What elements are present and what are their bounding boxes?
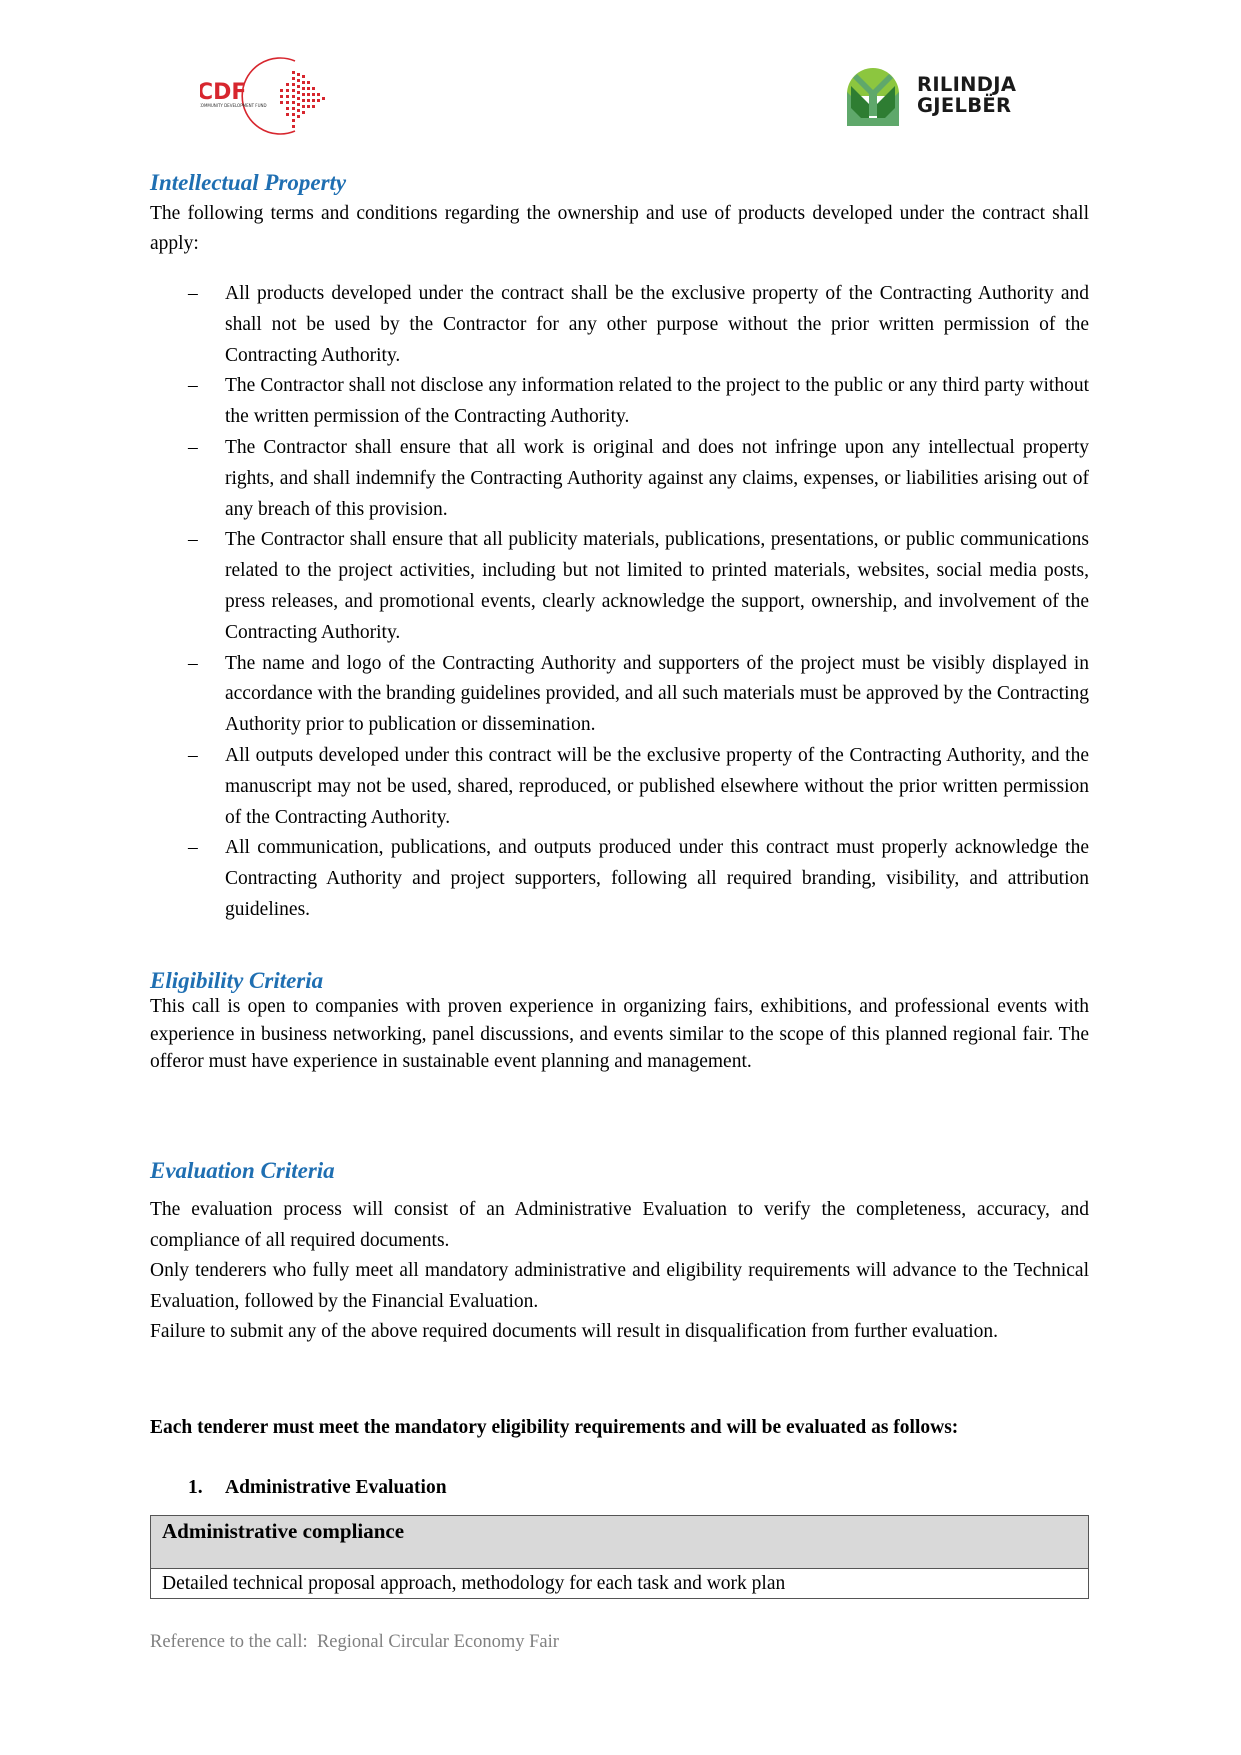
intellectual-property-intro: The following terms and conditions regarding the ownership and use of products developed under the contract shall apply:	[150, 203, 1089, 254]
table-header-cell: Administrative compliance	[151, 1516, 1089, 1569]
table-cell: Detailed technical proposal approach, methodology for each task and work plan	[151, 1569, 1089, 1599]
intellectual-property-list	[150, 279, 1089, 926]
list-item: – The Contractor shall not disclose any information related to the project to the public or any third party without the written permission of the Contracting Authority.	[150, 371, 1089, 433]
list-item: – All outputs developed under this contract will be the exclusive property of the Contracting Authority, and the manuscript may not be used, shared, reproduced, or published elsewhere without the prior written permission of the Contracting Authority.	[150, 741, 1089, 833]
dash-bullet: –	[188, 375, 198, 397]
dash-bullet: –	[188, 283, 198, 304]
section-title-evaluation-criteria: Evaluation Criteria	[150, 1158, 335, 1183]
rilindja-gjelber-logo	[843, 62, 1028, 128]
footer-value: Regional Circular Economy Fair	[316, 1632, 559, 1652]
dash-bullet: –	[188, 837, 198, 859]
svg-text:CDF: CDF	[200, 80, 247, 105]
rilindja-gjelber-wordmark	[917, 74, 1016, 116]
evaluation-requirements-statement: Each tenderer must meet the mandatory eligibility requirements and will be evaluated as follows:	[150, 1417, 959, 1438]
page-footer	[150, 1632, 559, 1653]
list-item: – The Contractor shall ensure that all publicity materials, publications, presentations, or public communications related to the project activities, including but not limited to printed materials, websites, social media posts, press releases, and promotional events, clearly acknowledge the support, ownership, and involvement of the Contracting Authority.	[150, 525, 1089, 648]
numbered-item-administrative-evaluation	[150, 1474, 1089, 1502]
list-item: – The Contractor shall ensure that all work is original and does not infringe upon any intellectual property rights, and shall indemnify the Contracting Authority against any claims, expenses, or liabilities arising out of any breach of this provision.	[150, 433, 1089, 525]
logo-line-1: RILINDJA	[917, 73, 1017, 96]
list-item: – The name and logo of the Contracting Authority and supporters of the project must be visibly displayed in accordance with the branding guidelines provided, and all such materials must be approved by the Contracting Authority prior to publication or dissemination.	[150, 649, 1089, 741]
dash-bullet: –	[188, 436, 198, 458]
footer-label: Reference to the call:	[150, 1632, 308, 1652]
evaluation-paragraphs	[150, 1195, 1089, 1348]
svg-text:COMMUNITY DEVELOPMENT FUND: COMMUNITY DEVELOPMENT FUND	[200, 103, 267, 108]
dash-bullet: –	[188, 529, 198, 551]
list-item: – All products developed under the contract shall be the exclusive property of the Contracting Authority and shall not be used by the Contractor for any other purpose without the prior written permission of the Contracting Authority.	[150, 279, 1089, 371]
item-number: 1.	[188, 1477, 203, 1498]
item-label: Administrative Evaluation	[225, 1477, 447, 1498]
evaluation-paragraph: Failure to submit any of the above required documents will result in disqualification from further evaluation.	[150, 1321, 999, 1342]
cdf-logo-graphic	[200, 55, 345, 137]
dash-bullet: –	[188, 744, 198, 766]
administrative-compliance-table	[150, 1515, 1089, 1599]
table-header-row	[151, 1516, 1089, 1569]
section-title-eligibility-criteria: Eligibility Criteria	[150, 968, 324, 993]
table-row	[151, 1569, 1089, 1599]
evaluation-paragraph: Only tenderers who fully meet all mandatory administrative and eligibility requirements will advance to the Technical Evaluation, followed by the Financial Evaluation.	[150, 1260, 1089, 1312]
section-title-intellectual-property: Intellectual Property	[150, 170, 347, 195]
eligibility-text: This call is open to companies with proven experience in organizing fairs, exhibitions, and professional events with experience in business networking, panel discussions, and events similar to the scope of this planned regional fair. The offeror must have experience in sustainable event planning and management.	[150, 996, 1089, 1072]
cdf-logo	[200, 55, 345, 137]
tree-icon	[843, 64, 903, 126]
list-item: – All communication, publications, and outputs produced under this contract must properly acknowledge the Contracting Authority and project supporters, following all required branding, visibility, and attribution guidelines.	[150, 833, 1089, 925]
evaluation-paragraph: The evaluation process will consist of an Administrative Evaluation to verify the completeness, accuracy, and compliance of all required documents.	[150, 1199, 1089, 1251]
logo-line-2: GJELBËR	[917, 94, 1012, 117]
dash-bullet: –	[188, 652, 198, 674]
